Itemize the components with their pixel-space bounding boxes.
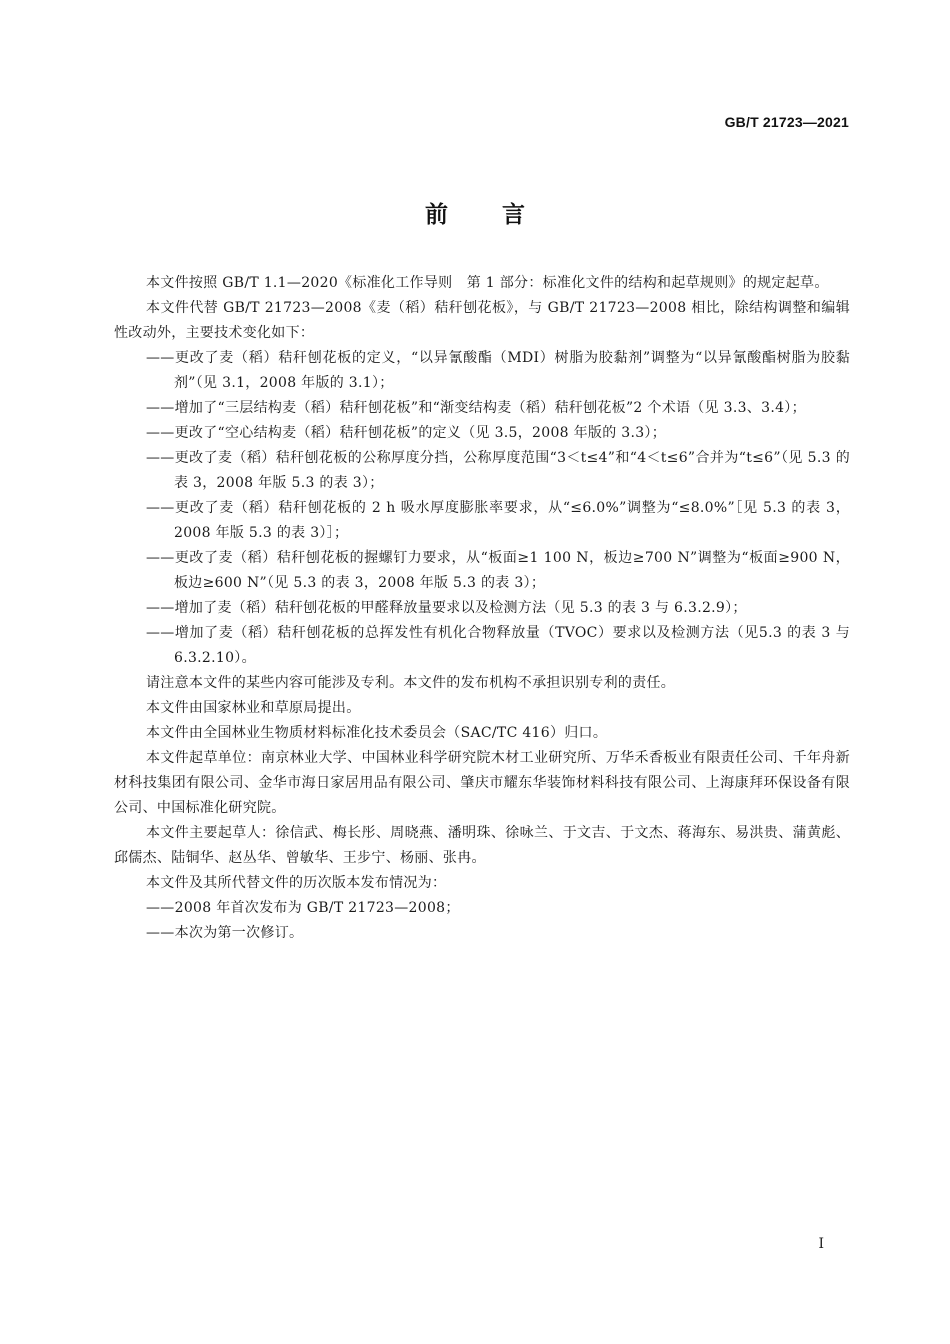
- page-title: [0, 196, 950, 229]
- list-item: ——更改了麦（稻）秸秆刨花板的握螺钉力要求，从“板面≥1 100 N，板边≥700 N”调整为“板面≥900 N，板边≥600 N”（见 5.3 的表 3，2008 年版 5.3 的表 3）；: [146, 550, 850, 591]
- list-item: ——2008 年首次发布为 GB/T 21723—2008；: [146, 900, 460, 916]
- paragraph-patent-notice: 请注意本文件的某些内容可能涉及专利。本文件的发布机构不承担识别专利的责任。: [146, 675, 676, 691]
- paragraph-drafting-basis: 本文件按照 GB/T 1.1—2020《标准化工作导则 第 1 部分：标准化文件的结构和起草规则》的规定起草。: [146, 275, 829, 291]
- list-item: ——增加了麦（稻）秸秆刨花板的总挥发性有机化合物释放量（TVOC）要求以及检测方法（见5.3 的表 3 与 6.3.2.10）。: [146, 625, 850, 666]
- standard-code: GB/T 21723—2021: [724, 114, 849, 130]
- list-item: ——本次为第一次修订。: [146, 925, 304, 941]
- list-item: ——增加了“三层结构麦（稻）秸秆刨花板”和“渐变结构麦（稻）秸秆刨花板”2 个术语（见 3.3、3.4）；: [146, 400, 806, 416]
- paragraph-replacement: 本文件代替 GB/T 21723—2008《麦（稻）秸秆刨花板》，与 GB/T 21723—2008 相比，除结构调整和编辑性改动外，主要技术变化如下：: [114, 300, 850, 341]
- title-char-1: 前: [425, 202, 448, 228]
- paragraph-drafting-units: 本文件起草单位：南京林业大学、中国林业科学研究院木材工业研究所、万华禾香板业有限责任公司、千年舟新材科技集团有限公司、金华市海日家居用品有限公司、肇庆市耀东华装饰材料科技有限公司、上海康拜环保设备有限公司、中国标准化研究院。: [114, 750, 850, 816]
- document-body: [114, 271, 850, 946]
- paragraph-history-intro: 本文件及其所代替文件的历次版本发布情况为：: [146, 875, 447, 891]
- list-item: ——更改了麦（稻）秸秆刨花板的定义，“以异氰酸酯（MDI）树脂为胶黏剂”调整为“以异氰酸酯树脂为胶黏剂”（见 3.1，2008 年版的 3.1）；: [146, 350, 850, 391]
- paragraph-drafters: 本文件主要起草人：徐信武、梅长彤、周晓燕、潘明珠、徐咏兰、于文吉、于文杰、蒋海东、易洪贵、蒲黄彪、邱儒杰、陆铜华、赵丛华、曾敏华、王步宁、杨丽、张冉。: [114, 825, 850, 866]
- list-item: ——增加了麦（稻）秸秆刨花板的甲醛释放量要求以及检测方法（见 5.3 的表 3 与 6.3.2.9）；: [146, 600, 747, 616]
- title-char-2: 言: [502, 202, 525, 228]
- history-list: [114, 896, 850, 946]
- list-item: ——更改了麦（稻）秸秆刨花板的 2 h 吸水厚度膨胀率要求，从“≤6.0%”调整为“≤8.0%”［见 5.3 的表 3，2008 年版 5.3 的表 3）］；: [146, 500, 850, 541]
- page-number: I: [818, 1236, 824, 1252]
- list-item: ——更改了“空心结构麦（稻）秸秆刨花板”的定义（见 3.5，2008 年版的 3.3）；: [146, 425, 667, 441]
- paragraph-committee: 本文件由全国林业生物质材料标准化技术委员会（SAC/TC 416）归口。: [146, 725, 608, 741]
- changes-list: [114, 346, 850, 671]
- list-item: ——更改了麦（稻）秸秆刨花板的公称厚度分挡，公称厚度范围“3＜t≤4”和“4＜t≤6”合并为“t≤6”（见 5.3 的表 3，2008 年版 5.3 的表 3）；: [146, 450, 850, 491]
- paragraph-proposer: 本文件由国家林业和草原局提出。: [146, 700, 361, 716]
